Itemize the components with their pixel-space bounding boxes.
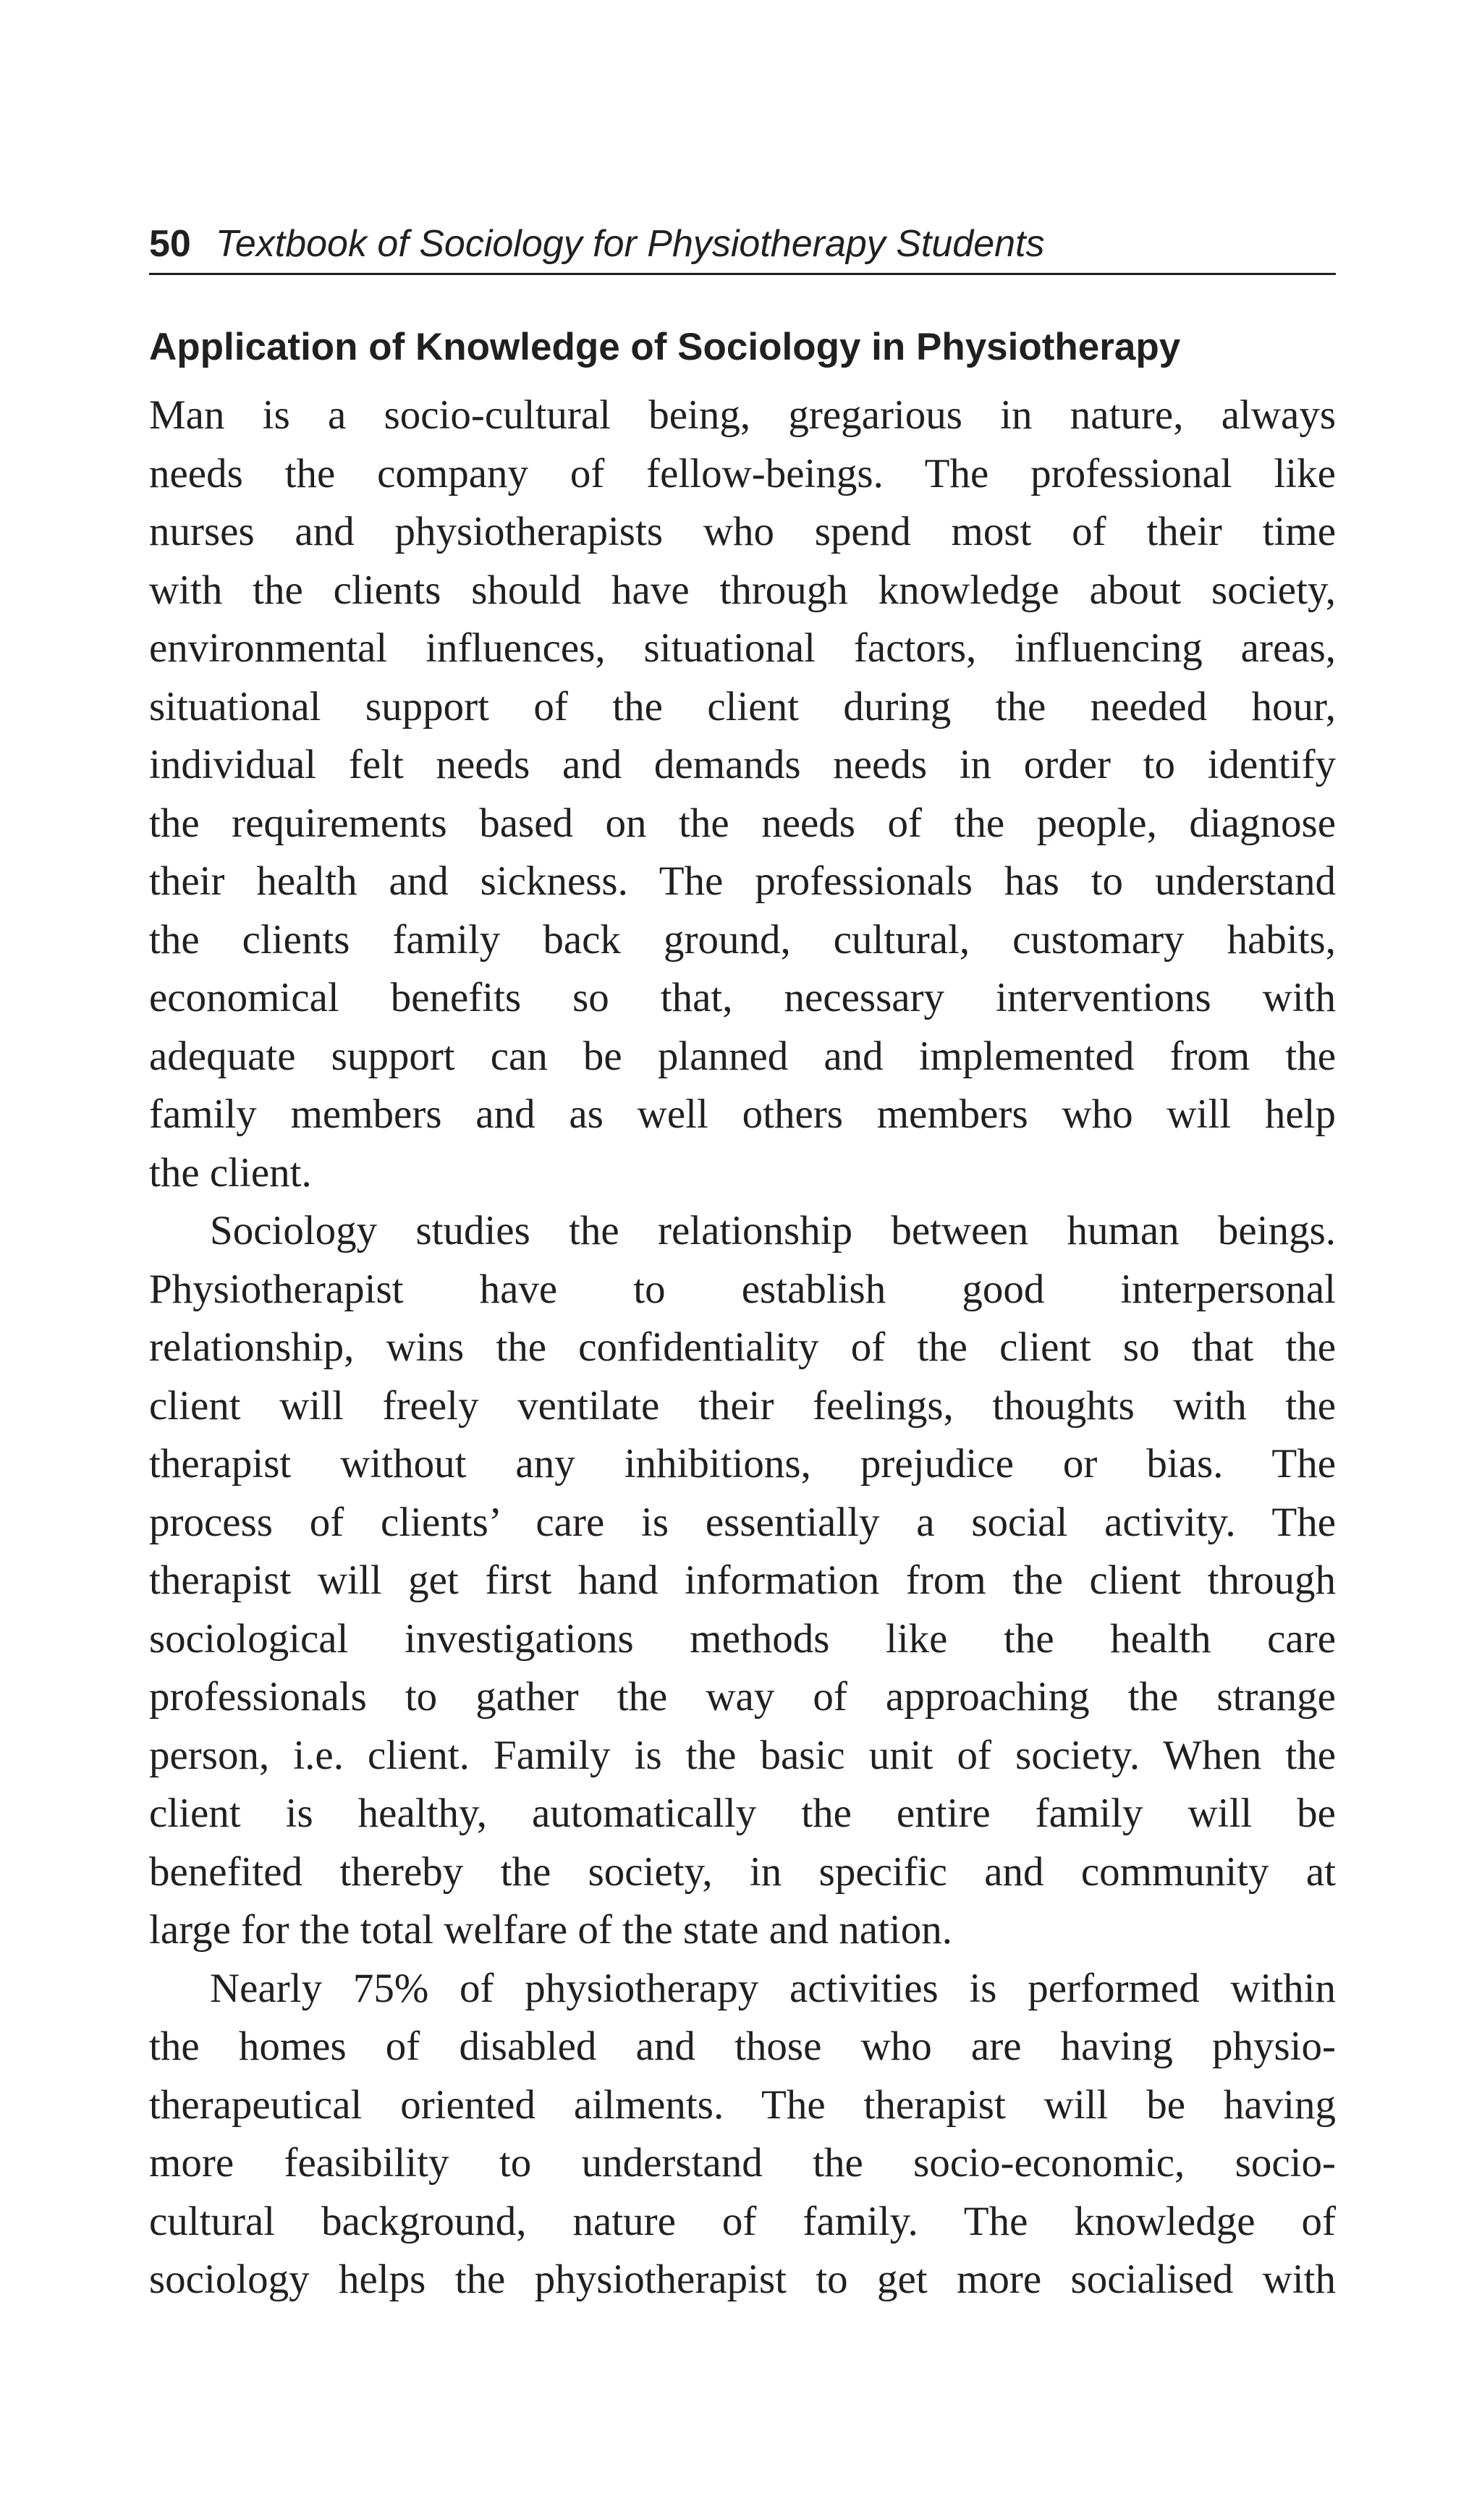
text-line: sociological investigations methods like the health care (149, 1615, 1336, 1662)
text-line: sociology helps the physiotherapist to get more socialised with (149, 2257, 1336, 2302)
text-line: Nearly 75% of physiotherapy activities is performed within (210, 1965, 1336, 2011)
text-line: the requirements based on the needs of the people, diagnose (149, 800, 1336, 846)
text-line: professionals to gather the way of approaching the strange (149, 1674, 1336, 1720)
text-line: with the clients should have through knowledge about society, (149, 567, 1336, 613)
book-title: Textbook of Sociology for Physiotherapy Students (215, 223, 1045, 265)
text-line: nurses and physiotherapists who spend most of their time (149, 509, 1336, 554)
text-line: Man is a socio-cultural being, gregarious in nature, always (149, 392, 1336, 438)
text-line: environmental influences, situational factors, influencing areas, (149, 625, 1336, 671)
text-line: Sociology studies the relationship between human beings. (210, 1208, 1336, 1253)
text-line: individual felt needs and demands needs in order to identify (149, 742, 1336, 787)
text-line: economical benefits so that, necessary interventions with (149, 975, 1336, 1020)
page-number: 50 (149, 223, 191, 265)
text-line: therapeutical oriented ailments. The therapist will be having (149, 2081, 1336, 2128)
text-line: adequate support can be planned and implemented from the (149, 1033, 1336, 1079)
text-line: large for the total welfare of the state and nation. (149, 1907, 952, 1953)
body-text (149, 386, 1336, 2309)
paragraph-2 (149, 1202, 1336, 1960)
text-line: the clients family back ground, cultural, customary habits, (149, 916, 1336, 963)
text-line: the client. (149, 1149, 312, 1196)
text-line: client is healthy, automatically the entire family will be (149, 1790, 1336, 1836)
text-line: situational support of the client during the needed hour, (149, 683, 1336, 730)
paragraph-1 (149, 386, 1336, 1202)
text-line: their health and sickness. The professionals has to understand (149, 858, 1336, 904)
running-head (149, 216, 1336, 275)
text-line: therapist will get first hand information from the client through (149, 1557, 1336, 1603)
text-line: more feasibility to understand the socio-economic, socio- (149, 2140, 1336, 2186)
text-line: process of clients’ care is essentially a social activity. The (149, 1499, 1336, 1545)
text-line: the homes of disabled and those who are having physio- (149, 2024, 1336, 2069)
section-heading: Application of Knowledge of Sociology in Physiotherapy (149, 326, 1181, 368)
text-line: benefited thereby the society, in specific and community at (149, 1848, 1336, 1895)
text-line: Physiotherapist have to establish good interpersonal (149, 1266, 1336, 1312)
paragraph-3 (149, 1960, 1336, 2309)
text-line: person, i.e. client. Family is the basic unit of society. When the (149, 1732, 1336, 1778)
text-line: relationship, wins the confidentiality of the client so that the (149, 1324, 1336, 1370)
text-line: therapist without any inhibitions, prejudice or bias. The (149, 1441, 1336, 1487)
text-line: client will freely ventilate their feelings, thoughts with the (149, 1382, 1336, 1429)
text-line: needs the company of fellow-beings. The professional like (149, 450, 1336, 496)
text-line: cultural background, nature of family. The knowledge of (149, 2198, 1336, 2244)
text-line: family members and as well others members who will help (149, 1091, 1336, 1137)
